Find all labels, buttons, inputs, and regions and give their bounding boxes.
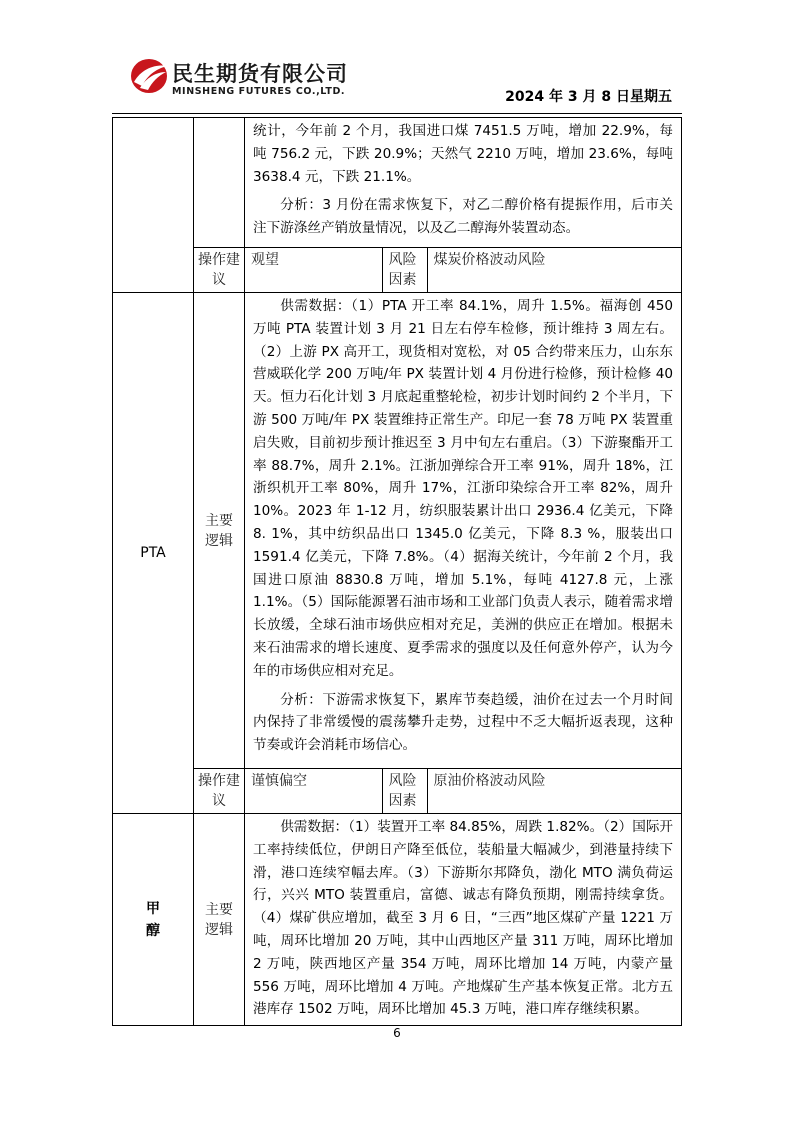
advice-subtable (245, 769, 681, 813)
company-logo (128, 54, 358, 100)
section-continued-logic-row (113, 118, 682, 248)
risk-label: 风险因素 (382, 769, 427, 813)
risk-value: 原油价格波动风险 (427, 769, 681, 813)
row-label-main-logic: 主要逻辑 (194, 293, 245, 769)
page-header (0, 0, 794, 118)
advice-value: 谨慎偏空 (251, 773, 307, 789)
risk-label: 风险因素 (382, 248, 427, 292)
supply-demand-paragraph: 供需数据：（1）装置开工率 84.85%，周跌 1.82%。（2）国际开工率持续低位，伊朗日产降至低位，装船量大幅减少，到港量持续下滑，港口连续窄幅去库。（3）下游斯尔邦降负，渤化 MTO 满负荷运行，兴兴 MTO 装置重启，富德、诚志有降负预期，刚需持续拿货。（4）煤矿供应增加，截至 3 月 6 日，“三西”地区煤矿产量 1221 万吨，周环比增加 20 万吨，其中山西地区产量 311 万吨，周环比增加 2 万吨，陕西地区产量 354 万吨，周环比增加 14 万吨，内蒙产量 556 万吨，周环比增加 4 万吨。产地煤矿生产基本恢复正常。北方五港库存 1502 万吨，周环比增加 45.3 万吨，港口库存继续积累。 (253, 819, 674, 1018)
section-category-cell (113, 118, 194, 293)
content-paragraph: 统计，今年前 2 个月，我国进口煤 7451.5 万吨，增加 22.9%，每吨 756.2 元，下跌 20.9%；天然气 2210 万吨，增加 23.6%，每吨 3638.4 元，下跌 21.1%。 (253, 123, 673, 185)
header-rule (112, 113, 682, 114)
analysis-paragraph: 分析：下游需求恢复下，累库节奏趋缓，油价在过去一个月时间内保持了非常缓慢的震荡攀升走势，过程中不乏大幅折返表现，这种节奏或许会消耗市场信心。 (253, 691, 673, 754)
report-table (112, 117, 682, 1026)
risk-value: 煤炭价格波动风险 (427, 248, 681, 292)
advice-label: 操作建议 (194, 248, 245, 293)
advice-subtable (245, 248, 681, 292)
minsheng-logo-icon (128, 56, 170, 96)
page-number: 6 (393, 1026, 401, 1040)
advice-label: 操作建议 (194, 769, 245, 814)
row-content (245, 118, 682, 248)
analysis-paragraph: 分析：3 月份在需求恢复下，对乙二醇价格有提振作用，后市关注下游涤丝产销放量情况，以及乙二醇海外装置动态。 (253, 197, 673, 237)
row-label-main-logic: 主要逻辑 (194, 814, 245, 1026)
section-pta-logic-row (113, 293, 682, 769)
company-name-cn: 民生期货有限公司 (172, 62, 348, 86)
company-name-en: MINSHENG FUTURES CO.,LTD. (172, 86, 346, 97)
row-content (245, 293, 682, 769)
row-label (194, 118, 245, 248)
report-date: 2024 年 3 月 8 日星期五 (505, 89, 672, 105)
row-content (245, 814, 682, 1026)
advice-row (113, 769, 682, 814)
supply-demand-paragraph: 供需数据：（1）PTA 开工率 84.1%，周升 1.5%。福海创 450 万吨 PTA 装置计划 3 月 21 日左右停车检修，预计维持 3 周左右。（2）上游 PX 高开工，现货相对宽松，对 05 合约带来压力，山东东营威联化学 200 万吨/年 PX 装置计划 4 月份进行检修，预计检修 40 天。恒力石化计划 3 月底起重整轮检，初步计划时间约 2 个半月，下游 500 万吨/年 PX 装置维持正常生产。印尼一套 78 万吨 PX 装置重启失败，目前初步预计推迟至 3 月中旬左右重启。（3）下游聚酯开工率 88.7%，周升 2.1%。江浙加弹综合开工率 91%，周升 18%，江浙织机开工率 80%，周升 17%，江浙印染综合开工率 82%，周升 10%。2023 年 1-12 月，纺织服装累计出口 2936.4 亿美元，下降 8. 1%，其中纺织品出口 1345.0 亿美元，下降 8.3 %，服装出口 1591.4 亿美元，下降 7.8%。（4）据海关统计，今年前 2 个月，我国进口原油 8830.8 万吨，增加 5.1%，每吨 4127.8 元，上涨 1.1%。（5）国际能源署石油市场和工业部门负责人表示，随着需求增长放缓，全球石油市场供应相对充足，美洲的供应正在增加。根据未来石油需求的增长速度、夏季需求的强度以及任何意外停产，认为今年的市场供应相对充足。 (253, 298, 673, 679)
section-category-pta: PTA (113, 293, 194, 814)
section-methanol-logic-row (113, 814, 682, 1026)
advice-value: 观望 (251, 252, 279, 268)
section-category-methanol: 甲醇 (113, 814, 194, 1026)
advice-row (113, 248, 682, 293)
